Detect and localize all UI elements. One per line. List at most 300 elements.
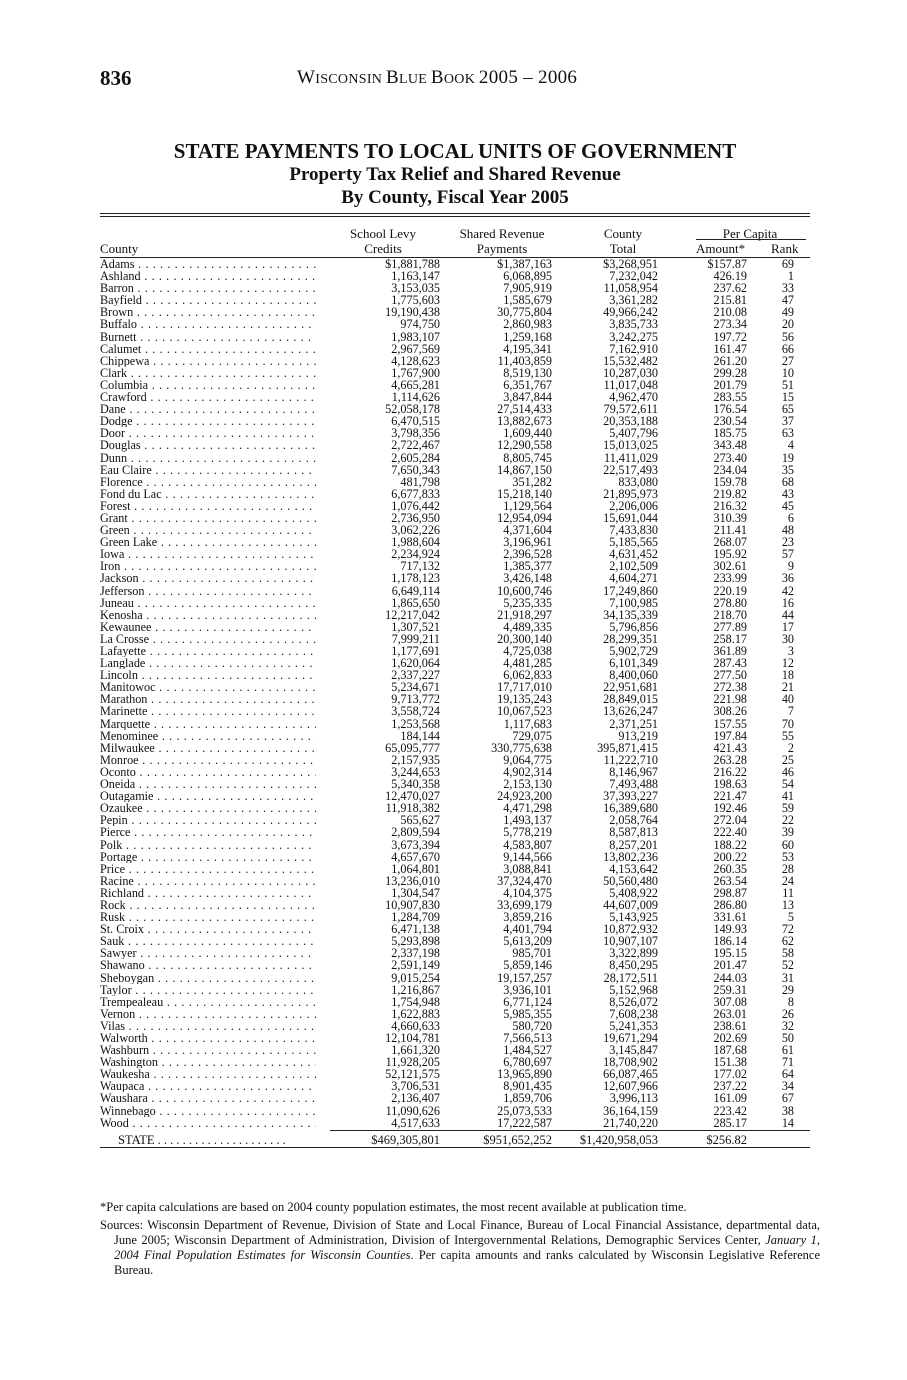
school-levy-credits: 184,144 bbox=[400, 728, 440, 743]
school-levy-credits: 10,907,830 bbox=[385, 897, 440, 912]
school-levy-credits: 1,178,123 bbox=[391, 571, 440, 586]
shared-revenue-payments: 5,613,209 bbox=[503, 934, 552, 949]
per-capita-rank: 53 bbox=[781, 849, 794, 864]
per-capita-rule bbox=[696, 239, 806, 240]
school-levy-credits: 1,177,691 bbox=[391, 644, 440, 658]
school-levy-credits: 65,095,777 bbox=[385, 740, 440, 755]
per-capita-amount: 287.43 bbox=[713, 656, 747, 671]
county-total: 2,371,251 bbox=[609, 716, 658, 731]
per-capita-amount: 185.75 bbox=[713, 426, 747, 441]
per-capita-rank: 34 bbox=[781, 1079, 794, 1094]
table-row bbox=[100, 282, 810, 294]
county-name: Burnett . . . bbox=[100, 331, 316, 343]
per-capita-rank: 27 bbox=[781, 353, 794, 368]
shared-revenue-payments: 37,324,470 bbox=[497, 873, 552, 888]
footnote: *Per capita calculations are based on 2004 county population estimates, the most recent available at publication time. bbox=[100, 1200, 687, 1214]
shared-revenue-payments: 729,075 bbox=[512, 728, 552, 743]
table-row bbox=[100, 730, 810, 742]
shared-revenue-payments: 15,218,140 bbox=[497, 486, 552, 501]
table-row bbox=[100, 947, 810, 959]
school-levy-credits: 2,234,924 bbox=[391, 547, 440, 562]
county-total: 11,058,954 bbox=[603, 281, 658, 296]
county-total: 7,608,238 bbox=[609, 1006, 658, 1021]
school-levy-credits: 2,337,227 bbox=[391, 668, 440, 683]
table-row bbox=[100, 972, 810, 984]
per-capita-amount: 308.26 bbox=[713, 704, 747, 719]
county-total: 5,143,925 bbox=[609, 910, 658, 925]
per-capita-amount: 216.22 bbox=[713, 764, 747, 779]
table-row bbox=[100, 839, 810, 851]
per-capita-amount: 273.34 bbox=[713, 317, 747, 332]
county-name: Winnebago . . . bbox=[100, 1105, 316, 1117]
table-row bbox=[100, 452, 810, 464]
per-capita-rank: 30 bbox=[781, 631, 794, 646]
school-levy-credits: 6,471,138 bbox=[391, 922, 440, 937]
county-total: 7,493,488 bbox=[609, 777, 658, 792]
county-total: 395,871,415 bbox=[597, 740, 658, 755]
county-name: Sheboygan . . . bbox=[100, 972, 316, 984]
per-capita-amount: 192.46 bbox=[713, 801, 747, 816]
shared-revenue-payments: 1,259,168 bbox=[503, 329, 552, 344]
per-capita-rank: 46 bbox=[781, 764, 794, 779]
county-total: 2,102,509 bbox=[609, 559, 658, 574]
title-line-1: STATE PAYMENTS TO LOCAL UNITS OF GOVERNMENT bbox=[173, 139, 737, 163]
per-capita-amount: 277.50 bbox=[713, 668, 747, 683]
school-levy-credits: 12,470,027 bbox=[385, 789, 440, 804]
table-row bbox=[100, 633, 810, 645]
shared-revenue-payments: 10,600,746 bbox=[497, 583, 552, 598]
school-levy-credits: 3,673,394 bbox=[391, 837, 440, 852]
per-capita-amount: 421.43 bbox=[713, 740, 747, 755]
per-capita-amount: 260.35 bbox=[713, 861, 747, 876]
table-row bbox=[100, 863, 810, 875]
county-name: Lincoln . . . bbox=[100, 669, 316, 681]
header-county-total-1: County bbox=[603, 226, 643, 241]
shared-revenue-payments: 6,771,124 bbox=[503, 994, 552, 1009]
shared-revenue-payments: 4,725,038 bbox=[503, 644, 552, 658]
per-capita-amount: 198.63 bbox=[713, 777, 747, 792]
county-total: 2,206,006 bbox=[609, 498, 658, 513]
school-levy-credits: 1,620,064 bbox=[391, 656, 440, 671]
school-levy-credits: 5,234,671 bbox=[391, 680, 440, 695]
table-row bbox=[100, 524, 810, 536]
page-header bbox=[100, 66, 820, 96]
per-capita-rank: 39 bbox=[781, 825, 794, 840]
total-amount: $256.82 bbox=[706, 1132, 747, 1147]
shared-revenue-payments: 5,235,335 bbox=[503, 595, 552, 610]
county-total: 13,802,236 bbox=[603, 849, 658, 864]
county-name: Polk . . . bbox=[100, 839, 316, 851]
school-levy-credits: 11,090,626 bbox=[385, 1103, 440, 1118]
per-capita-rank: 56 bbox=[781, 329, 794, 344]
table-row bbox=[100, 331, 810, 343]
per-capita-rank: 47 bbox=[781, 293, 794, 308]
county-name: Jackson . . . bbox=[100, 572, 316, 584]
county-name: Rusk . . . bbox=[100, 911, 316, 923]
county-total: 5,902,729 bbox=[609, 644, 658, 658]
table-row bbox=[100, 875, 810, 887]
shared-revenue-payments: 6,780,697 bbox=[503, 1055, 552, 1070]
shared-revenue-payments: 10,067,523 bbox=[497, 704, 552, 719]
table-row bbox=[100, 814, 810, 826]
shared-revenue-payments: 3,426,148 bbox=[503, 571, 552, 586]
county-name: Waushara . . . bbox=[100, 1092, 316, 1104]
county-total: 12,607,966 bbox=[603, 1079, 658, 1094]
per-capita-amount: 268.07 bbox=[713, 535, 747, 550]
county-total: 3,322,899 bbox=[609, 946, 658, 961]
table-row bbox=[100, 294, 810, 306]
county-name: Kewaunee . . . bbox=[100, 621, 316, 633]
county-name: La Crosse . . . bbox=[100, 633, 316, 645]
per-capita-amount: 223.42 bbox=[713, 1103, 747, 1118]
table-row bbox=[100, 415, 810, 427]
per-capita-amount: 258.17 bbox=[713, 631, 747, 646]
per-capita-rank: 65 bbox=[781, 402, 794, 417]
county-total: 8,257,201 bbox=[609, 837, 658, 852]
table-row bbox=[100, 1080, 810, 1092]
shared-revenue-payments: 3,936,101 bbox=[503, 982, 552, 997]
county-name: Jefferson . . . bbox=[100, 585, 316, 597]
shared-revenue-payments: 1,493,137 bbox=[503, 813, 552, 828]
county-name: Portage . . . bbox=[100, 851, 316, 863]
total-rule bbox=[330, 1130, 810, 1131]
per-capita-amount: 298.87 bbox=[713, 885, 747, 900]
per-capita-rank: 28 bbox=[781, 861, 794, 876]
school-levy-credits: 6,677,833 bbox=[391, 486, 440, 501]
county-name: Price . . . bbox=[100, 863, 316, 875]
school-levy-credits: 1,284,709 bbox=[391, 910, 440, 925]
county-total: 5,152,968 bbox=[609, 982, 658, 997]
county-name: Bayfield . . . bbox=[100, 294, 316, 306]
county-total: 22,517,493 bbox=[603, 462, 658, 477]
per-capita-amount: 161.47 bbox=[713, 341, 747, 356]
per-capita-amount: 197.84 bbox=[713, 728, 747, 743]
per-capita-rank: 71 bbox=[781, 1055, 794, 1070]
county-total: 18,708,902 bbox=[603, 1055, 658, 1070]
shared-revenue-payments: 985,701 bbox=[512, 946, 552, 961]
per-capita-rank: 60 bbox=[781, 837, 794, 852]
county-total: 3,242,275 bbox=[609, 329, 658, 344]
county-name: Ozaukee . . . bbox=[100, 802, 316, 814]
school-levy-credits: 1,775,603 bbox=[391, 293, 440, 308]
per-capita-amount: 151.38 bbox=[713, 1055, 747, 1070]
school-levy-credits: 19,190,438 bbox=[385, 305, 440, 320]
county-name: Barron . . . bbox=[100, 282, 316, 294]
page-number: 836 bbox=[100, 66, 132, 90]
table-row bbox=[100, 1105, 810, 1117]
per-capita-rank: 64 bbox=[781, 1067, 794, 1082]
county-total: 5,408,922 bbox=[609, 885, 658, 900]
county-name: Langlade . . . bbox=[100, 657, 316, 669]
table-row bbox=[100, 355, 810, 367]
shared-revenue-payments: 2,860,983 bbox=[503, 317, 552, 332]
sources-note bbox=[100, 1218, 820, 1278]
per-capita-amount: 426.19 bbox=[713, 269, 747, 284]
table-row bbox=[100, 585, 810, 597]
header-shared-revenue-1: Shared Revenue bbox=[459, 226, 545, 241]
per-capita-rank: 32 bbox=[781, 1018, 794, 1033]
per-capita-rank: 70 bbox=[781, 716, 794, 731]
table-row bbox=[100, 548, 810, 560]
school-levy-credits: 1,622,883 bbox=[391, 1006, 440, 1021]
table-row bbox=[100, 669, 810, 681]
table-row bbox=[100, 693, 810, 705]
county-total: 5,407,796 bbox=[609, 426, 658, 441]
school-levy-credits: 1,163,147 bbox=[391, 269, 440, 284]
total-county-total: $1,420,958,053 bbox=[579, 1132, 658, 1147]
per-capita-amount: 221.98 bbox=[713, 692, 747, 707]
header-amount: Amount* bbox=[696, 241, 746, 256]
county-name: Douglas . . . bbox=[100, 439, 316, 451]
county-name: Waupaca . . . bbox=[100, 1080, 316, 1092]
county-total: 8,526,072 bbox=[609, 994, 658, 1009]
county-total: 15,532,482 bbox=[603, 353, 658, 368]
title-line-2: Property Tax Relief and Shared Revenue bbox=[289, 164, 621, 185]
county-total: 28,172,511 bbox=[603, 970, 658, 985]
per-capita-rank: 35 bbox=[781, 462, 794, 477]
county-total: 6,101,349 bbox=[609, 656, 658, 671]
shared-revenue-payments: 4,401,794 bbox=[503, 922, 552, 937]
school-levy-credits: 4,128,623 bbox=[391, 353, 440, 368]
per-capita-rank: 22 bbox=[781, 813, 794, 828]
school-levy-credits: 1,983,107 bbox=[391, 329, 440, 344]
table-row bbox=[100, 959, 810, 971]
per-capita-rank: 2 bbox=[787, 740, 794, 755]
per-capita-rank: 14 bbox=[781, 1115, 794, 1130]
per-capita-rank: 42 bbox=[781, 583, 794, 598]
school-levy-credits: 5,340,358 bbox=[391, 777, 440, 792]
per-capita-rank: 54 bbox=[781, 777, 794, 792]
shared-revenue-payments: 14,867,150 bbox=[497, 462, 552, 477]
per-capita-rank: 40 bbox=[781, 692, 794, 707]
shared-revenue-payments: 3,859,216 bbox=[503, 910, 552, 925]
shared-revenue-payments: 12,954,094 bbox=[497, 510, 552, 525]
table-row bbox=[100, 705, 810, 717]
county-total: 5,241,353 bbox=[609, 1018, 658, 1033]
shared-revenue-payments: 580,720 bbox=[512, 1018, 552, 1033]
table-row bbox=[100, 609, 810, 621]
table-row bbox=[100, 427, 810, 439]
per-capita-amount: 230.54 bbox=[713, 414, 747, 429]
school-levy-credits: 1,253,568 bbox=[391, 716, 440, 731]
per-capita-amount: 157.55 bbox=[713, 716, 747, 731]
school-levy-credits: 13,236,010 bbox=[385, 873, 440, 888]
header-school-levy-2: Credits bbox=[364, 241, 402, 256]
school-levy-credits: 2,591,149 bbox=[391, 958, 440, 973]
county-total: 4,962,470 bbox=[609, 390, 658, 405]
per-capita-rank: 49 bbox=[781, 305, 794, 320]
county-name: Calumet . . . bbox=[100, 343, 316, 355]
school-levy-credits: 7,999,211 bbox=[391, 631, 440, 646]
county-name: Dane . . . bbox=[100, 403, 316, 415]
shared-revenue-payments: 17,222,587 bbox=[497, 1115, 552, 1130]
table-row bbox=[100, 851, 810, 863]
per-capita-rank: 38 bbox=[781, 1103, 794, 1118]
table-row bbox=[100, 645, 810, 657]
school-levy-credits: 6,470,515 bbox=[391, 414, 440, 429]
shared-revenue-payments: 17,717,010 bbox=[497, 680, 552, 695]
shared-revenue-payments: 1,484,527 bbox=[503, 1043, 552, 1058]
school-levy-credits: 4,665,281 bbox=[391, 377, 440, 392]
shared-revenue-payments: 27,514,433 bbox=[497, 402, 552, 417]
county-name: Chippewa . . . bbox=[100, 355, 316, 367]
table-row bbox=[100, 984, 810, 996]
per-capita-rank: 5 bbox=[787, 910, 794, 925]
county-total: 833,080 bbox=[618, 474, 658, 489]
shared-revenue-payments: 4,104,375 bbox=[503, 885, 552, 900]
shared-revenue-payments: 330,775,638 bbox=[491, 740, 552, 755]
per-capita-amount: 221.47 bbox=[713, 789, 747, 804]
per-capita-rank: 59 bbox=[781, 801, 794, 816]
shared-revenue-payments: 1,129,564 bbox=[503, 498, 552, 513]
county-total: 15,691,044 bbox=[603, 510, 658, 525]
per-capita-amount: 286.80 bbox=[713, 897, 747, 912]
school-levy-credits: 2,736,950 bbox=[391, 510, 440, 525]
county-total: 11,017,048 bbox=[603, 377, 658, 392]
shared-revenue-payments: 13,882,673 bbox=[497, 414, 552, 429]
county-name: Marinette . . . bbox=[100, 705, 316, 717]
school-levy-credits: 12,104,781 bbox=[385, 1031, 440, 1045]
header-rank: Rank bbox=[771, 241, 799, 256]
county-total: 8,450,295 bbox=[609, 958, 658, 973]
county-name: Forest . . . bbox=[100, 500, 316, 512]
county-total: 11,222,710 bbox=[603, 752, 658, 767]
school-levy-credits: 5,293,898 bbox=[391, 934, 440, 949]
shared-revenue-payments: 1,609,440 bbox=[503, 426, 552, 441]
shared-revenue-payments: 12,290,558 bbox=[497, 438, 552, 453]
per-capita-amount: 238.61 bbox=[713, 1018, 747, 1033]
table-row bbox=[100, 826, 810, 838]
county-total: 10,287,030 bbox=[603, 365, 658, 380]
county-total: 37,393,227 bbox=[603, 789, 658, 804]
school-levy-credits: 1,304,547 bbox=[391, 885, 440, 900]
county-name: Dunn . . . bbox=[100, 452, 316, 464]
school-levy-credits: 4,660,633 bbox=[391, 1018, 440, 1033]
per-capita-amount: 159.78 bbox=[713, 474, 747, 489]
per-capita-rank: 9 bbox=[787, 559, 794, 574]
school-levy-credits: 52,121,575 bbox=[385, 1067, 440, 1082]
per-capita-rank: 16 bbox=[781, 595, 794, 610]
school-levy-credits: 1,988,604 bbox=[391, 535, 440, 550]
shared-revenue-payments: 11,403,859 bbox=[497, 353, 552, 368]
shared-revenue-payments: 5,859,146 bbox=[503, 958, 552, 973]
school-levy-credits: 1,307,521 bbox=[391, 619, 440, 634]
per-capita-rank: 55 bbox=[781, 728, 794, 743]
table-row bbox=[100, 621, 810, 633]
per-capita-rank: 41 bbox=[781, 789, 794, 804]
per-capita-amount: 259.31 bbox=[713, 982, 747, 997]
shared-revenue-payments: $1,387,163 bbox=[497, 257, 552, 271]
shared-revenue-payments: 6,068,895 bbox=[503, 269, 552, 284]
header-county-total-2: Total bbox=[609, 241, 637, 256]
county-name: Green Lake . . . bbox=[100, 536, 316, 548]
per-capita-rank: 17 bbox=[781, 619, 794, 634]
per-capita-amount: 244.03 bbox=[713, 970, 747, 985]
per-capita-amount: 302.61 bbox=[713, 559, 747, 574]
school-levy-credits: 2,722,467 bbox=[391, 438, 440, 453]
table-row bbox=[100, 657, 810, 669]
county-total: 3,996,113 bbox=[609, 1091, 658, 1106]
table-row bbox=[100, 1008, 810, 1020]
county-name: Richland . . . bbox=[100, 887, 316, 899]
per-capita-amount: 210.08 bbox=[713, 305, 747, 320]
county-total: 2,058,764 bbox=[609, 813, 658, 828]
table-row bbox=[100, 1092, 810, 1104]
county-total: 22,951,681 bbox=[603, 680, 658, 695]
table-row bbox=[100, 899, 810, 911]
shared-revenue-payments: 8,805,745 bbox=[503, 450, 552, 465]
table-row bbox=[100, 790, 810, 802]
county-total: 913,219 bbox=[618, 728, 658, 743]
per-capita-amount: 263.01 bbox=[713, 1006, 747, 1021]
shared-revenue-payments: 3,088,841 bbox=[503, 861, 552, 876]
per-capita-rank: 31 bbox=[781, 970, 794, 985]
shared-revenue-payments: 4,902,314 bbox=[503, 764, 552, 779]
shared-revenue-payments: 7,905,919 bbox=[503, 281, 552, 296]
total-school-levy: $469,305,801 bbox=[371, 1132, 440, 1147]
per-capita-rank: 8 bbox=[787, 994, 794, 1009]
sources-text-1: Sources: Wisconsin Department of Revenue, Division of State and Local Finance, Bureau of Local Financial Assistance, departmental data, June 2005; Wisconsin Department of Administration, Division of Intergovernmental Relations, Demographic Services Center, bbox=[100, 1218, 820, 1247]
shared-revenue-payments: 1,585,679 bbox=[503, 293, 552, 308]
county-name: Shawano . . . bbox=[100, 959, 316, 971]
per-capita-amount: 202.69 bbox=[713, 1031, 747, 1045]
county-total: 21,895,973 bbox=[603, 486, 658, 501]
county-total: 79,572,611 bbox=[603, 402, 658, 417]
shared-revenue-payments: 1,859,706 bbox=[503, 1091, 552, 1106]
per-capita-amount: 219.82 bbox=[713, 486, 747, 501]
county-name: Racine . . . bbox=[100, 875, 316, 887]
per-capita-amount: 237.22 bbox=[713, 1079, 747, 1094]
county-total: 19,671,294 bbox=[603, 1031, 658, 1045]
per-capita-amount: 233.99 bbox=[713, 571, 747, 586]
table-row bbox=[100, 887, 810, 899]
county-name: Eau Claire . . . bbox=[100, 464, 316, 476]
county-total: 16,389,680 bbox=[603, 801, 658, 816]
shared-revenue-payments: 9,064,775 bbox=[503, 752, 552, 767]
per-capita-amount: 272.04 bbox=[713, 813, 747, 828]
per-capita-amount: $157.87 bbox=[707, 257, 747, 271]
per-capita-amount: 177.02 bbox=[713, 1067, 747, 1082]
school-levy-credits: 52,058,178 bbox=[385, 402, 440, 417]
per-capita-amount: 211.41 bbox=[713, 523, 747, 538]
table-row bbox=[100, 439, 810, 451]
payments-table bbox=[100, 213, 810, 1148]
shared-revenue-payments: 351,282 bbox=[512, 474, 552, 489]
shared-revenue-payments: 8,901,435 bbox=[503, 1079, 552, 1094]
per-capita-rank: 58 bbox=[781, 946, 794, 961]
table-row bbox=[100, 681, 810, 693]
county-total: 10,907,107 bbox=[603, 934, 658, 949]
county-total: 44,607,009 bbox=[603, 897, 658, 912]
table-row bbox=[100, 802, 810, 814]
per-capita-rank: 37 bbox=[781, 414, 794, 429]
table-row bbox=[100, 343, 810, 355]
per-capita-rank: 48 bbox=[781, 523, 794, 538]
shared-revenue-payments: 33,699,179 bbox=[497, 897, 552, 912]
per-capita-rank: 12 bbox=[781, 656, 794, 671]
table-header bbox=[100, 217, 810, 257]
county-total: 10,872,932 bbox=[603, 922, 658, 937]
county-total: 3,361,282 bbox=[609, 293, 658, 308]
school-levy-credits: 1,767,900 bbox=[391, 365, 440, 380]
county-total: 28,299,351 bbox=[603, 631, 658, 646]
county-total: $3,268,951 bbox=[603, 257, 658, 271]
school-levy-credits: 11,928,205 bbox=[385, 1055, 440, 1070]
county-name: Trempealeau . . . bbox=[100, 996, 316, 1008]
shared-revenue-payments: 20,300,140 bbox=[497, 631, 552, 646]
table-row bbox=[100, 923, 810, 935]
school-levy-credits: 4,517,633 bbox=[391, 1115, 440, 1130]
